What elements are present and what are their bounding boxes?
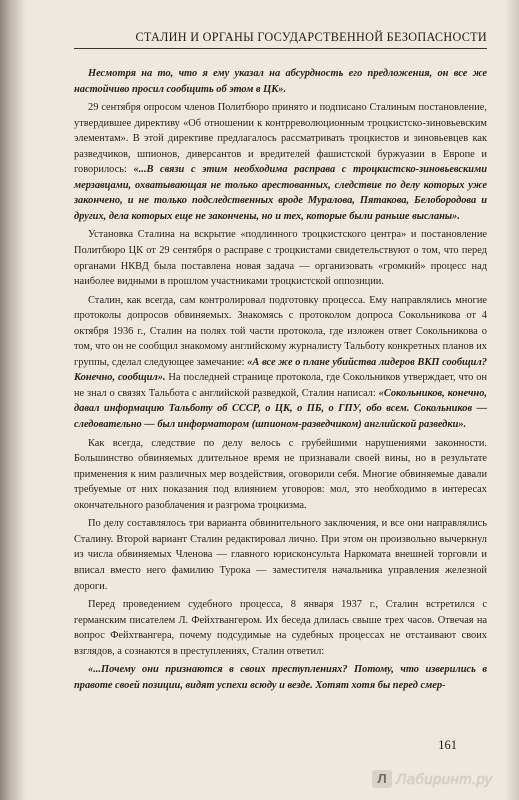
paragraph xyxy=(74,66,487,97)
text-run: Перед проведением судебного процесса, 8 января 1937 г., Сталин встретился с германским писателем Л. Фейхтвангером. Их беседа длилась свыше трех часов. Отвечая на вопрос Фейхтвангера, почему подсудимые на судебных процессах не отстаивают своих взглядов, а сознаются в преступлениях, Сталин ответил: xyxy=(74,599,487,657)
text-run: На последней странице протокола, где Сокольников утверждает, что он не знал о связях Тальбота с английской разведкой, Сталин написал: xyxy=(74,372,487,399)
watermark-text: Лабиринт.ру xyxy=(396,770,493,788)
quoted-text-run: «А все же о плане убийства лидеров ВКП сообщил? Конечно, сообщил». xyxy=(74,356,487,384)
paragraph xyxy=(74,227,487,289)
text-run: 29 сентября опросом членов Политбюро принято и подписано Сталиным постановление, утвердившее директиву «Об отношении к контрреволюционным троцкистско-зиновьевским элементам». В этой директиве предлагалось рассматривать троцкистов и зиновьевцев как разведчиков, шпионов, диверсантов и вредителей фашистской буржуазии в Европе и говорилось: xyxy=(74,102,487,176)
paragraph xyxy=(74,293,487,433)
page-number: 161 xyxy=(438,738,457,752)
text-run: Как всегда, следствие по делу велось с грубейшими нарушениями законности. Большинство обвиняемых длительное время не признавали своей вины, но в результате применения к ним различных мер воздействия, оговорили себя. Многие обвиняемые давали требуемые от них показания под влиянием уговоров: мол, это необходимо в интересах окончательного разоблачения и разгрома троцкизма. xyxy=(74,437,487,511)
quoted-text-run: Несмотря на то, что я ему указал на абсурдность его предложения, он все же настойчиво просил сообщить об этом в ЦК». xyxy=(74,68,487,95)
paragraph xyxy=(74,436,487,514)
paragraph xyxy=(74,516,487,594)
text-run: По делу составлялось три варианта обвинительного заключения, и все они направлялись Сталину. Второй вариант Сталин редактировал лично. При этом он произвольно вычеркнул из числа обвиняемых Членова — главного юрисконсульта Наркомата внешней торговли и вписал вместо него фамилию Турока — заместителя начальника управления железной дороги. xyxy=(74,518,487,592)
watermark-logo-icon: Л xyxy=(372,770,392,788)
paragraph xyxy=(74,100,487,224)
watermark xyxy=(372,770,493,788)
text-run: Установка Сталина на вскрытие «подлинного троцкистского центра» и постановление Политбюро ЦК от 29 сентября о расправе с троцкистами свидетельствуют о том, что перед органами НКВД была поставлена новая задача — организовать «громкий» процесс над наиболее видными в прошлом участниками троцкистской оппозиции. xyxy=(74,229,487,288)
running-header xyxy=(74,30,487,49)
quoted-text-run: «...В связи с этим необходима расправа с троцкистско-зиновьевскими мерзавцами, охватывающая не только арестованных, следствие по делу которых уже закончено, и не только подследственных вроде Муралова, Пятакова, Белобородова и других, дела которых еще не закончены, но и тех, которые были раньше высланы». xyxy=(74,164,487,222)
paragraph xyxy=(74,662,487,693)
quoted-text-run: «Сокольников, конечно, давал информацию Тальботу об СССР, о ЦК, о ПБ, о ГПУ, обо всем. Сокольников — следовательно — был информатором (шпионом-разведчиком) английской разведки». xyxy=(74,387,487,431)
page-body-text xyxy=(74,66,487,696)
quoted-text-run: «...Почему они признаются в своих преступлениях? Потому, что изверились в правоте своей позиции, видят успехи всюду и везде. Хотят хотя бы перед смер- xyxy=(74,664,487,691)
running-header-title: СТАЛИН И ОРГАНЫ ГОСУДАРСТВЕННОЙ БЕЗОПАСНОСТИ xyxy=(135,30,487,44)
paragraph xyxy=(74,597,487,659)
text-run: Сталин, как всегда, сам контролировал подготовку процесса. Ему направлялись многие протоколы допросов обвиняемых. Знакомясь с протоколом допроса Сокольникова от 4 октября 1936 г., Сталин на полях той части протокола, где изложен ответ Сокольникова о том, что он не сообщил знакомому английскому журналисту Тальботу конкретных планов их группы, сделал следующее замечание: xyxy=(74,294,487,368)
